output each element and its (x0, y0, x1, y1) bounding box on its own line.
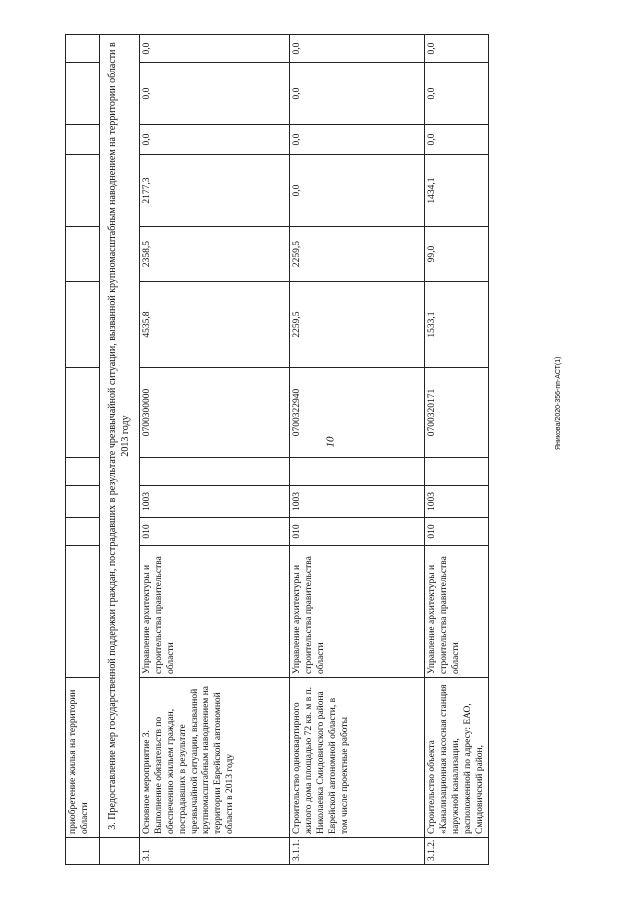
row-number (66, 838, 100, 865)
year5-value: 0,0 (140, 35, 290, 63)
total-value: 1533,1 (425, 282, 489, 368)
total-value: 4535,8 (140, 282, 290, 368)
csr-code: 0700320171 (425, 368, 489, 458)
year5-value: 0,0 (425, 35, 489, 63)
section-header-row (100, 35, 140, 865)
year4-value: 0,0 (140, 63, 290, 125)
year2-value: 1434,1 (425, 155, 489, 227)
year2-value: 2177,3 (140, 155, 290, 227)
section-title: 3. Предоставление мер государственной поддержки граждан, пострадавших в результате чрезвычайной ситуации, вызванной крупномасштабным наводнением на территории области в 2013 году (100, 35, 140, 838)
row-description: приобретение жилья на территории области (66, 678, 100, 838)
rzpr-code: 1003 (290, 486, 425, 518)
executor: Управление архитектуры и строительства правительства области (140, 546, 290, 678)
year4-value: 0,0 (290, 63, 425, 125)
total-value: 2259,5 (290, 282, 425, 368)
table-row (425, 35, 489, 865)
year1-value: 99,0 (425, 227, 489, 282)
budget-table (65, 34, 489, 865)
table-row (140, 35, 290, 865)
year3-value: 0,0 (140, 125, 290, 155)
executor: Управление архитектуры и строительства правительства области (425, 546, 489, 678)
table-row (66, 35, 100, 865)
year4-value: 0,0 (425, 63, 489, 125)
year3-value: 0,0 (425, 125, 489, 155)
csr-code: 0700300000 (140, 368, 290, 458)
grbs-code: 010 (425, 518, 489, 546)
rzpr-code: 1003 (425, 486, 489, 518)
table-row (290, 35, 425, 865)
row-number: 3.1.1. (290, 838, 425, 865)
grbs-code: 010 (290, 518, 425, 546)
row-description: Строительство одноквартирного жилого дома площадью 72 кв. м в п. Николаевка Смидовичского района Еврейской автономной области, в том числе проектные работы (290, 678, 425, 838)
year2-value: 0,0 (290, 155, 425, 227)
row-number: 3.1.2. (425, 838, 489, 865)
executor: Управление архитектуры и строительства правительства области (290, 546, 425, 678)
rotated-table-wrapper (65, 35, 485, 865)
year3-value: 0,0 (290, 125, 425, 155)
row-description: Основное мероприятие 3. Выполнение обязательств по обеспечению жильем граждан, пострадавших в результате чрезвычайной ситуации, вызванной крупномасштабным наводнением на территории Еврейской автономной области в 2013 году (140, 678, 290, 838)
page-number: 10 (324, 436, 337, 448)
row-description: Строительство объекта «Канализационная насосная станция наружной канализации, расположенной по адресу: ЕАО, Смидовичский район, (425, 678, 489, 838)
csr-code: 0700322940 (290, 368, 425, 458)
document-code: Яниковa/2020-356-пп-АСТ(1) (555, 356, 562, 450)
year1-value: 2259,5 (290, 227, 425, 282)
year1-value: 2358,5 (140, 227, 290, 282)
rzpr-code: 1003 (140, 486, 290, 518)
row-number: 3.1 (140, 838, 290, 865)
year5-value: 0,0 (290, 35, 425, 63)
grbs-code: 010 (140, 518, 290, 546)
